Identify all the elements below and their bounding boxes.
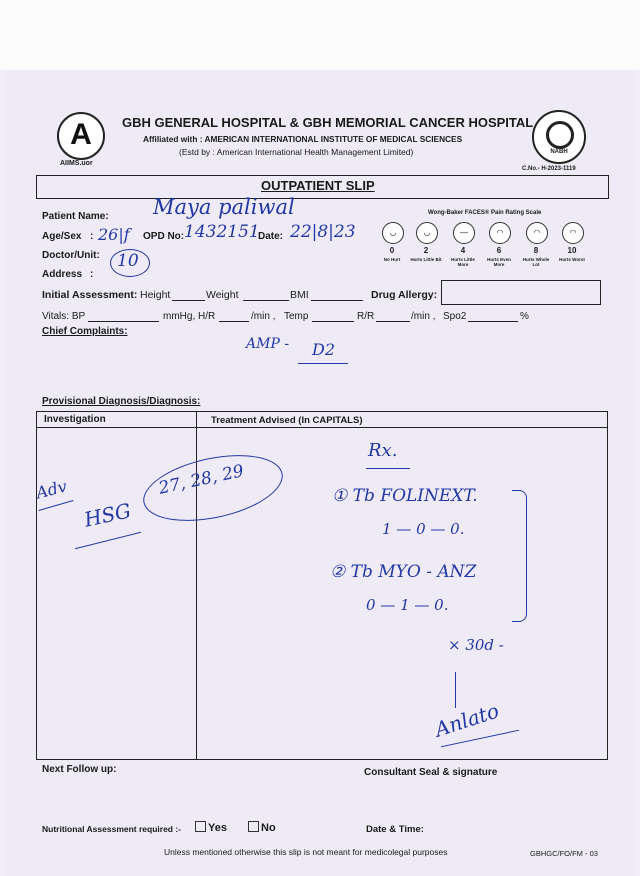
spo2-line (468, 321, 518, 322)
complaint-text: AMP - (246, 336, 290, 352)
date-value: 22|8|23 (290, 222, 356, 242)
pain-face-6-icon: ◠ (489, 222, 511, 244)
vitals-label: Vitals: BP (42, 311, 86, 322)
pain-face-4-icon: — (453, 222, 475, 244)
mmhg-label: mmHg, H/R (163, 311, 216, 322)
spo2-label: Spo2 (443, 311, 467, 322)
complaint-value: D2 (312, 340, 336, 359)
pain-face-0-icon: ◡ (382, 222, 404, 244)
pain-face-8-icon: ◠ (526, 222, 548, 244)
adv-note: Adv (34, 476, 69, 503)
next-follow-up-label: Next Follow up: (42, 764, 117, 775)
hospital-name: GBH GENERAL HOSPITAL & GBH MEMORIAL CANCER HOSPITAL (122, 115, 534, 130)
cert-number: C.No.- H-2023-1119 (522, 166, 576, 172)
weight-label: Weight (206, 289, 239, 301)
pain-label-0: No Hurt (383, 257, 401, 262)
established-line: (Estd by : American International Health Management Limited) (179, 147, 414, 157)
drug-allergy-label: Drug Allergy: (371, 289, 438, 301)
medicine-2-dose: 0 — 1 — 0. (366, 596, 449, 614)
age-sex-label: Age/Sex (42, 231, 82, 242)
rr-unit: /min , (411, 311, 436, 322)
pain-label-4: Hurts Little More (451, 257, 475, 267)
height-line (172, 300, 205, 301)
doctor-unit-value: 10 (117, 251, 139, 271)
rx-symbol: Rx. (368, 440, 398, 461)
hr-line (219, 321, 249, 322)
affiliation-line: Affiliated with : AMERICAN INTERNATIONAL INSTITUTE OF MEDICAL SCIENCES (143, 134, 463, 144)
temp-line (312, 321, 354, 322)
nutrition-no-checkbox[interactable] (248, 821, 259, 832)
medicolegal-disclaimer: Unless mentioned otherwise this slip is not meant for medicolegal purposes (164, 847, 448, 857)
weight-line (243, 300, 289, 301)
pain-label-6: Hurts Even More (487, 257, 511, 267)
bp-line (88, 321, 159, 322)
scan-top-strip (0, 0, 640, 70)
rr-line (376, 321, 410, 322)
temp-label: Temp (284, 311, 309, 322)
pain-num-8: 8 (533, 246, 539, 255)
initial-assessment-label: Initial Assessment: (42, 289, 138, 301)
medicine-2: ② Tb MYO - ANZ (330, 562, 477, 582)
pain-num-6: 6 (496, 246, 502, 255)
pain-label-8: Hurts Whole Lot (522, 257, 550, 267)
pain-label-10: Hurts Worst (559, 257, 585, 262)
pain-num-4: 4 (460, 246, 466, 255)
doctor-signature: Anlato (431, 698, 502, 742)
height-label: Height (140, 289, 171, 301)
treatment-duration: × 30d - (448, 636, 504, 654)
bmi-label: BMI (290, 289, 309, 301)
prescription-bracket (512, 490, 527, 622)
table-header-rule (36, 427, 607, 428)
patient-name-value: Maya paliwal (153, 195, 295, 219)
nutrition-yes-checkbox[interactable] (195, 821, 206, 832)
nutritional-assessment-label: Nutritional Assessment required :- (42, 824, 182, 834)
aiims-logo-letter: A (70, 118, 92, 151)
drug-allergy-box (441, 280, 601, 305)
nutrition-yes-option[interactable] (195, 821, 227, 834)
pain-face-10-icon: ◠ (562, 222, 584, 244)
aiims-logo (57, 112, 105, 160)
opd-no-value: 1432151 (184, 222, 260, 242)
doctor-unit-label: Doctor/Unit: (42, 250, 100, 261)
rx-underline (366, 468, 410, 469)
hr-unit: /min , (251, 311, 276, 322)
consultant-seal-label: Consultant Seal & signature (364, 767, 498, 778)
treatment-header: Treatment Advised (In CAPITALS) (211, 415, 363, 426)
pain-num-0: 0 (389, 246, 395, 255)
patient-name-label: Patient Name: (42, 211, 109, 222)
nutrition-yes-label: Yes (208, 822, 227, 834)
form-code: GBHGC/FO/FM - 03 (530, 849, 598, 858)
duration-line (455, 672, 456, 708)
aiims-logo-caption: AIIMS.uor (60, 160, 93, 167)
address-colon: : (90, 269, 94, 280)
investigation-test: HSG (82, 498, 134, 532)
provisional-diagnosis-label: Provisional Diagnosis/Diagnosis: (42, 396, 201, 407)
nutrition-no-label: No (261, 822, 276, 834)
investigation-header: Investigation (44, 414, 106, 425)
pain-num-10: 10 (567, 246, 577, 255)
bmi-line (311, 300, 363, 301)
spo2-unit: % (520, 311, 529, 322)
nabh-logo (532, 110, 586, 164)
slip-title: OUTPATIENT SLIP (261, 178, 375, 193)
pain-scale-title: Wong-Baker FACES® Pain Rating Scale (428, 210, 542, 216)
opd-no-label: OPD No: (143, 231, 185, 242)
address-label: Address (42, 269, 83, 280)
complaint-underline (298, 363, 348, 364)
nabh-text: NABH (550, 149, 568, 155)
pain-label-2: Hurts Little Bit (410, 257, 442, 262)
pain-face-2-icon: ◡ (416, 222, 438, 244)
date-time-label: Date & Time: (366, 824, 424, 835)
chief-complaints-label: Chief Complaints: (42, 326, 128, 337)
nutrition-no-option[interactable] (248, 821, 276, 834)
investigation-days: 27, 28, 29 (156, 461, 246, 499)
medicine-1-dose: 1 — 0 — 0. (382, 520, 465, 538)
date-label: Date: (258, 231, 284, 242)
age-sex-colon: : (90, 231, 94, 242)
age-sex-value: 26|f (98, 225, 130, 244)
pain-num-2: 2 (423, 246, 429, 255)
medicine-1: ① Tb FOLINEXT. (332, 486, 478, 506)
rr-label: R/R (357, 311, 375, 322)
